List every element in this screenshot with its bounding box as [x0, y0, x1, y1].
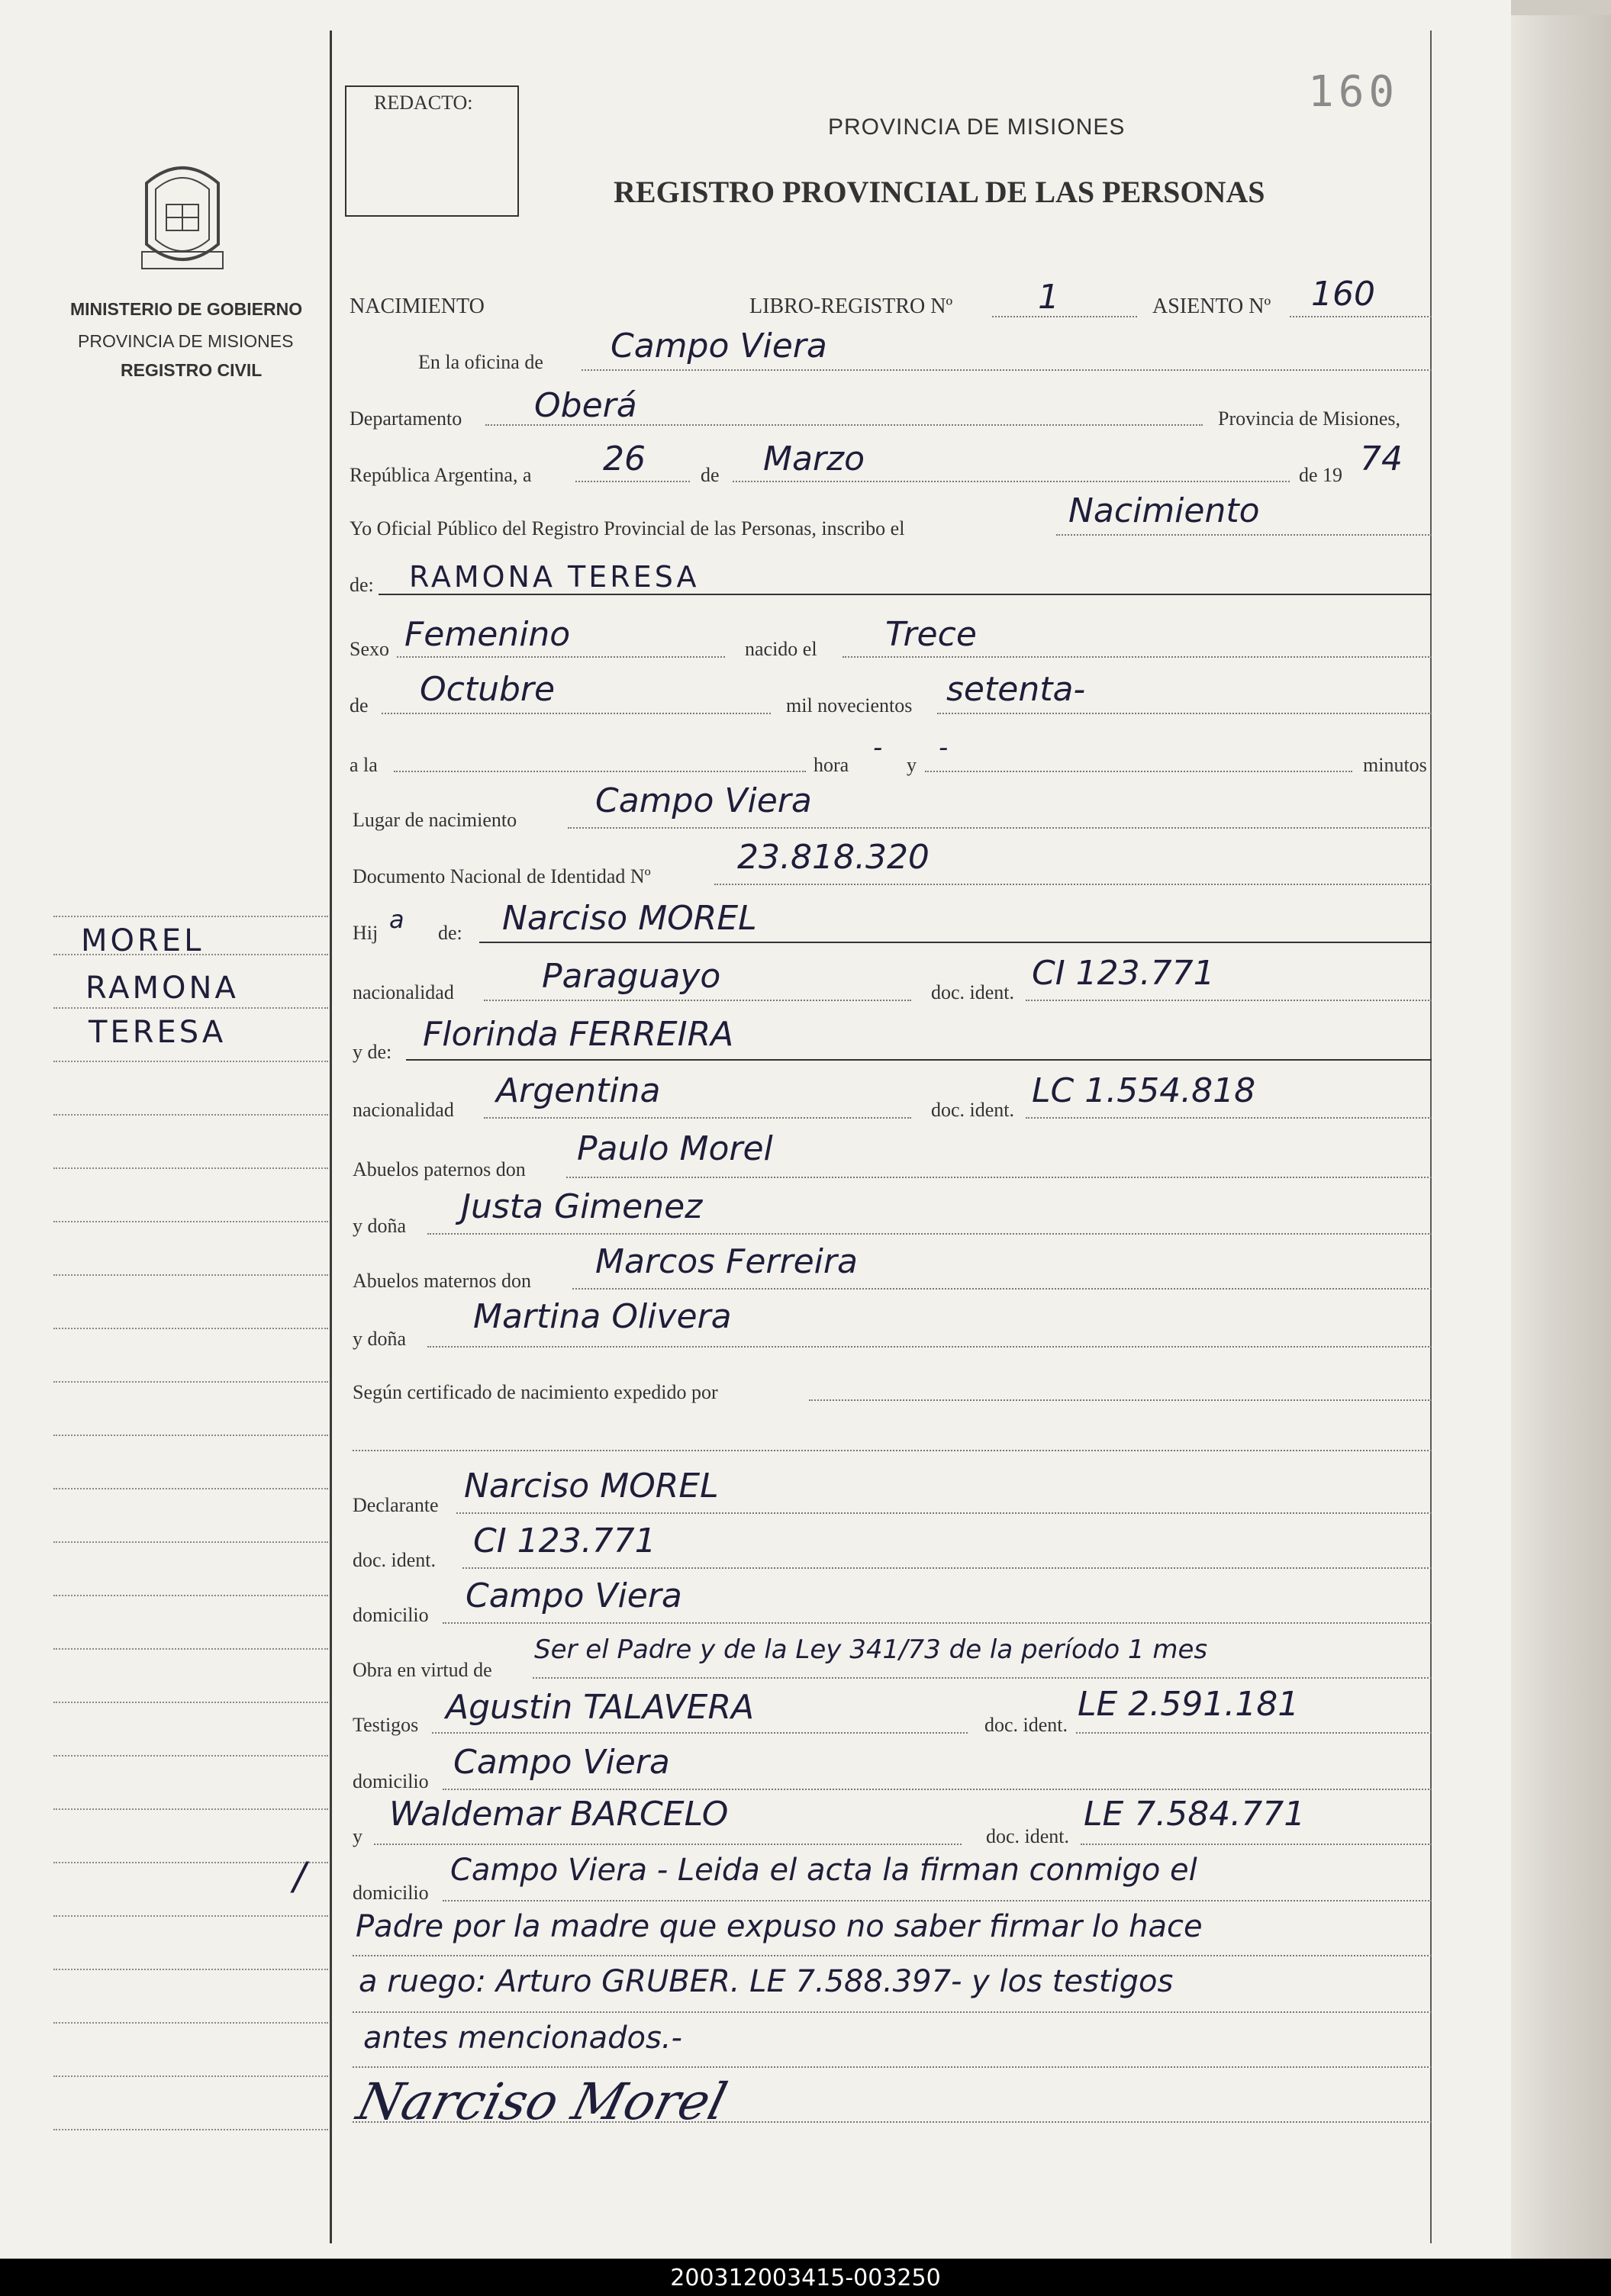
signature: Narciso Morel — [351, 2072, 733, 2131]
label-libro: LIBRO-REGISTRO Nº — [749, 295, 953, 318]
value-cont3: antes mencionados.- — [363, 2021, 682, 2056]
value-anio: 74 — [1360, 440, 1403, 478]
testigo1-line — [432, 1732, 968, 1734]
value-minutos: - — [939, 733, 949, 763]
stamp-province: PROVINCIA DE MISIONES — [78, 331, 294, 351]
anio-nac-line — [937, 713, 1432, 714]
value-doc-test1: LE 2.591.181 — [1078, 1685, 1300, 1724]
label-domicilio-decl: domicilio — [353, 1604, 429, 1626]
margin-line — [53, 1595, 328, 1596]
value-hora: - — [873, 733, 883, 763]
madre-line — [406, 1059, 1432, 1061]
right-rule — [1430, 31, 1432, 2243]
label-minutos: minutos — [1363, 754, 1427, 776]
value-doc-test2: LE 7.584.771 — [1084, 1795, 1306, 1834]
value-cont2: a ruego: Arturo GRUBER. LE 7.588.397- y los testigos — [359, 1964, 1174, 1999]
province-heading: PROVINCIA DE MISIONES — [828, 114, 1126, 140]
libro-line — [992, 316, 1137, 317]
value-doc-madre: LC 1.554.818 — [1032, 1071, 1256, 1110]
margin-line — [53, 1915, 328, 1917]
value-dni: 23.818.320 — [737, 838, 930, 877]
label-abuela-mat: y doña — [353, 1328, 407, 1350]
domicilio-test1-line — [443, 1789, 1432, 1790]
asiento-line — [1290, 316, 1432, 317]
doc-test2-line — [1081, 1844, 1432, 1845]
margin-line — [53, 1755, 328, 1757]
stamp-ministry: MINISTERIO DE GOBIERNO — [70, 299, 303, 319]
redacto-label: REDACTO: — [374, 92, 473, 114]
value-abuela-mat: Martina Olivera — [473, 1297, 732, 1336]
margin-line — [53, 1221, 328, 1222]
value-domicilio-decl: Campo Viera — [466, 1576, 682, 1615]
value-domicilio-test1: Campo Viera — [453, 1743, 670, 1782]
margin-line — [53, 2129, 328, 2130]
value-mes-nac: Octubre — [420, 670, 556, 709]
value-nac-padre: Paraguayo — [542, 957, 721, 996]
value-mes: Marzo — [763, 440, 865, 478]
value-nombre: RAMONA TERESA — [409, 560, 700, 594]
label-hij: Hij — [353, 922, 379, 944]
footer-id: 200312003415-003250 — [670, 2265, 941, 2291]
minutos-line — [925, 771, 1352, 772]
margin-line — [53, 1702, 328, 1703]
label-doc-test1: doc. ident. — [984, 1714, 1068, 1736]
abuelo-mat-line — [572, 1288, 1432, 1290]
label-republica: República Argentina, a — [350, 464, 532, 486]
margin-name-2: RAMONA — [85, 971, 239, 1006]
value-abuelo-mat: Marcos Ferreira — [595, 1242, 858, 1281]
label-abuelos-pat: Abuelos paternos don — [353, 1158, 526, 1180]
label-hij-de: de: — [438, 922, 462, 944]
margin-rule — [330, 31, 332, 2243]
dni-line — [714, 884, 1432, 885]
label-doc-padre: doc. ident. — [931, 981, 1015, 1003]
margin-line — [53, 1435, 328, 1436]
margin-line — [53, 1808, 328, 1810]
segun-line-2 — [353, 1450, 1432, 1451]
value-nac-madre: Argentina — [496, 1071, 661, 1110]
value-testigo1: Agustin TALAVERA — [446, 1688, 755, 1727]
value-hij-suffix: a — [389, 905, 404, 934]
label-domicilio-test1: domicilio — [353, 1770, 429, 1792]
label-doc-madre: doc. ident. — [931, 1099, 1015, 1121]
mes-nac-line — [382, 713, 771, 714]
margin-line — [53, 916, 328, 917]
label-de-mes-nac: de — [350, 694, 369, 716]
abuelo-pat-line — [566, 1177, 1432, 1178]
margin-line — [53, 1167, 328, 1169]
label-dni: Documento Nacional de Identidad Nº — [353, 865, 651, 887]
page-stack-edge — [1511, 15, 1611, 2259]
margin-line — [53, 1488, 328, 1489]
label-nac-madre: nacionalidad — [353, 1099, 454, 1121]
margin-line — [53, 1648, 328, 1650]
nac-madre-line — [484, 1117, 911, 1119]
label-provincia: Provincia de Misiones, — [1218, 407, 1401, 430]
value-oficina: Campo Viera — [611, 327, 827, 365]
sexo-line — [397, 656, 725, 658]
page-number: 160 — [1308, 67, 1400, 117]
label-a-la: a la — [350, 754, 378, 776]
label-mil: mil novecientos — [786, 694, 913, 716]
abuela-mat-line — [427, 1346, 1432, 1348]
cont-line-2 — [353, 2011, 1432, 2013]
abuela-pat-line — [427, 1233, 1432, 1235]
margin-line — [53, 1061, 328, 1062]
label-doc-decl: doc. ident. — [353, 1549, 437, 1571]
stamp-registry: REGISTRO CIVIL — [121, 360, 263, 380]
label-sexo: Sexo — [350, 638, 389, 660]
margin-name-3: TERESA — [89, 1015, 227, 1050]
doc-test1-line — [1076, 1732, 1432, 1734]
label-oficina: En la oficina de — [418, 351, 543, 373]
margin-line — [53, 1114, 328, 1116]
label-abuelos-mat: Abuelos maternos don — [353, 1270, 531, 1292]
value-declarante: Narciso MOREL — [464, 1467, 719, 1505]
oficina-line — [582, 369, 1432, 371]
margin-line — [53, 1969, 328, 1970]
obra-line — [533, 1677, 1432, 1679]
value-abuela-pat: Justa Gimenez — [461, 1187, 703, 1226]
label-declarante: Declarante — [353, 1494, 439, 1516]
label-de-mes: de — [701, 464, 720, 486]
segun-line — [809, 1399, 1432, 1401]
margin-line — [53, 1328, 328, 1329]
margin-line — [53, 1862, 328, 1863]
label-doc-test2: doc. ident. — [986, 1825, 1070, 1847]
label-y: y — [907, 754, 917, 776]
label-nac-padre: nacionalidad — [353, 981, 454, 1003]
label-nacimiento: NACIMIENTO — [350, 295, 485, 318]
label-nacido: nacido el — [745, 638, 817, 660]
nacido-line — [843, 656, 1432, 658]
label-segun: Según certificado de nacimiento expedido por — [353, 1381, 718, 1403]
value-sexo: Femenino — [404, 615, 571, 654]
declarante-line — [456, 1512, 1432, 1514]
margin-name-1: MOREL — [81, 923, 205, 958]
value-doc-padre: CI 123.771 — [1032, 954, 1215, 993]
label-y-de: y de: — [353, 1041, 392, 1063]
value-abuelo-pat: Paulo Morel — [577, 1129, 773, 1168]
nac-padre-line — [484, 1000, 911, 1001]
value-doc-decl: CI 123.771 — [473, 1522, 656, 1560]
doc-madre-line — [1026, 1117, 1432, 1119]
label-y-testigo2: y — [353, 1825, 362, 1847]
footer-bar — [0, 2259, 1611, 2296]
mes-line — [733, 481, 1290, 482]
domicilio-test2-line — [443, 1900, 1432, 1902]
domicilio-decl-line — [443, 1622, 1432, 1624]
doc-decl-line — [462, 1567, 1432, 1569]
a-la-line — [394, 771, 806, 772]
label-obra: Obra en virtud de — [353, 1659, 492, 1681]
cont-line-3 — [353, 2066, 1432, 2068]
label-testigos: Testigos — [353, 1714, 419, 1736]
value-madre: Florinda FERREIRA — [423, 1015, 734, 1054]
value-domicilio-test2: Campo Viera - Leida el acta la firman conmigo el — [450, 1853, 1197, 1888]
label-hora: hora — [814, 754, 849, 776]
margin-mark: / — [293, 1854, 306, 1898]
value-lugar: Campo Viera — [595, 781, 812, 820]
value-padre: Narciso MOREL — [502, 899, 757, 938]
value-testigo2: Waldemar BARCELO — [389, 1795, 729, 1834]
margin-line — [53, 1274, 328, 1276]
acto-line — [1056, 534, 1432, 536]
registry-heading: REGISTRO PROVINCIAL DE LAS PERSONAS — [614, 175, 1265, 209]
margin-line — [53, 1381, 328, 1383]
testigo2-line — [374, 1844, 962, 1845]
label-asiento: ASIENTO Nº — [1152, 295, 1271, 318]
label-de-nombre: de: — [350, 574, 374, 596]
lugar-line — [568, 827, 1432, 829]
value-dia: 26 — [603, 440, 646, 478]
padre-line — [479, 942, 1432, 943]
value-departamento: Oberá — [534, 386, 637, 425]
value-anio-nac: setenta- — [946, 670, 1086, 709]
margin-line — [53, 2075, 328, 2077]
margin-line — [53, 1007, 328, 1009]
value-nacido: Trece — [885, 615, 977, 654]
margin-line — [53, 1541, 328, 1543]
nombre-line — [379, 594, 1432, 595]
value-asiento: 160 — [1311, 275, 1375, 314]
label-abuela-pat: y doña — [353, 1215, 407, 1237]
label-yo-oficial: Yo Oficial Público del Registro Provincial de las Personas, inscribo el — [350, 517, 905, 539]
margin-line — [53, 2022, 328, 2024]
value-obra: Ser el Padre y de la Ley 341/73 de la período 1 mes — [534, 1634, 1208, 1665]
label-lugar: Lugar de nacimiento — [353, 809, 517, 831]
label-departamento: Departamento — [350, 407, 462, 430]
label-de-anio: de 19 — [1299, 464, 1343, 486]
dia-line — [575, 481, 690, 482]
value-acto: Nacimiento — [1068, 491, 1260, 530]
label-domicilio-test2: domicilio — [353, 1882, 429, 1904]
value-cont1: Padre por la madre que expuso no saber firmar lo hace — [356, 1909, 1203, 1944]
cont-line-1 — [353, 1955, 1432, 1956]
doc-padre-line — [1026, 1000, 1432, 1001]
provincial-seal-icon — [136, 160, 229, 275]
value-libro: 1 — [1038, 278, 1059, 317]
